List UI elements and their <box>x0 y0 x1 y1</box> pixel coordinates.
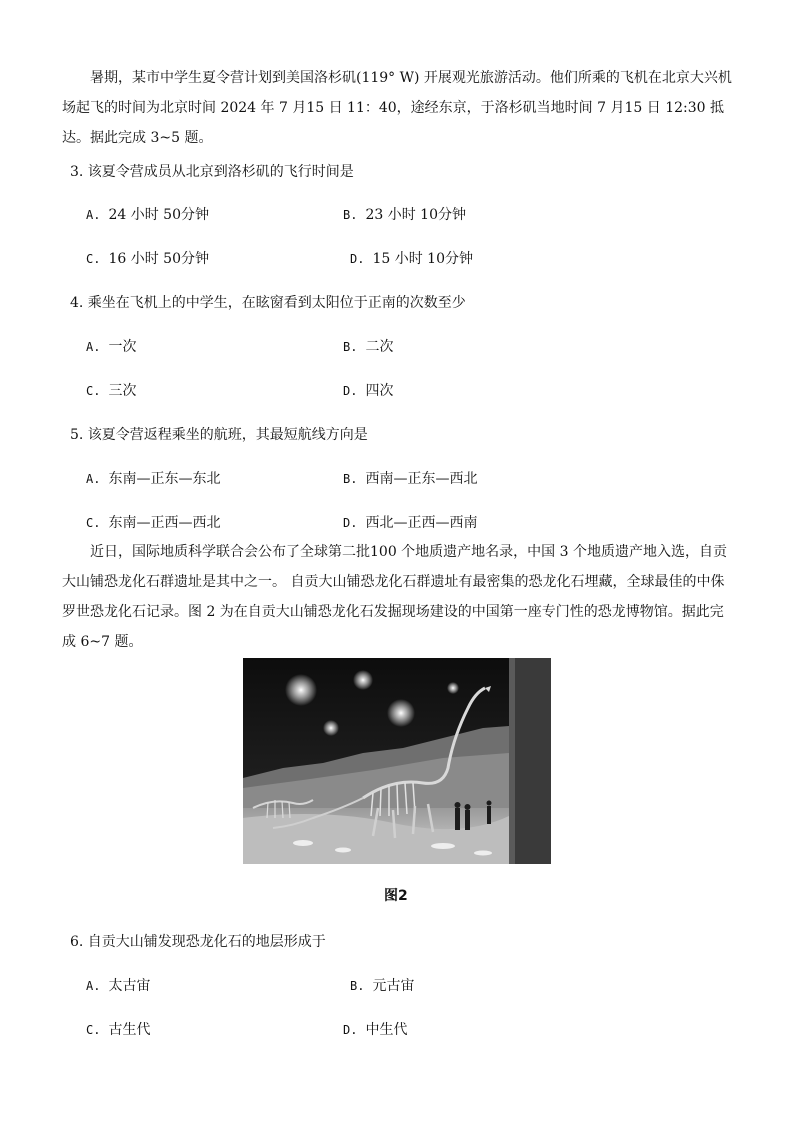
question-6-option-b <box>350 976 414 996</box>
option-letter: C. <box>86 252 101 266</box>
question-4-option-b <box>343 337 393 357</box>
question-5-option-d <box>343 513 477 533</box>
option-text: 太古宙 <box>108 978 151 994</box>
question-5-option-c <box>86 513 220 533</box>
option-letter: C. <box>86 1023 101 1037</box>
option-letter: B. <box>343 340 358 354</box>
option-letter: B. <box>343 208 358 222</box>
question-6-option-d <box>343 1020 407 1040</box>
option-text: 15 小时 10分钟 <box>372 251 473 267</box>
option-text: 16 小时 50分钟 <box>108 251 209 267</box>
option-letter: A. <box>86 340 101 354</box>
option-text: 23 小时 10分钟 <box>365 207 466 223</box>
option-text: 古生代 <box>108 1022 151 1038</box>
option-letter: B. <box>350 979 365 993</box>
option-text: 东南—正西—西北 <box>108 515 221 531</box>
question-5-stem: 5. 该夏令营返程乘坐的航班，其最短航线方向是 <box>70 427 368 443</box>
figure-caption: 图2 <box>384 888 408 904</box>
option-letter: D. <box>343 384 358 398</box>
option-text: 西南—正东—西北 <box>365 471 478 487</box>
option-letter: A. <box>86 472 101 486</box>
question-6-stem: 6. 自贡大山铺发现恐龙化石的地层形成于 <box>70 934 326 950</box>
option-text: 东南—正东—东北 <box>108 471 221 487</box>
passage-intro-1: 暑期，某市中学生夏令营计划到美国洛杉矶(119° W) 开展观光旅游活动。他们所乘的飞机在北京大兴机场起飞的时间为北京时间 2024 年 7 月15 日 11：40，途经东京，于洛杉矶当地时间 7 月15 日 12:30 抵达。据此完成 3~5 题。 <box>62 70 732 146</box>
option-letter: C. <box>86 516 101 530</box>
question-6-option-c <box>86 1020 150 1040</box>
passage-intro-2: 近日，国际地质科学联合会公布了全球第二批100 个地质遗产地名录，中国 3 个地质遗产地入选，自贡大山铺恐龙化石群遗址是其中之一。 自贡大山铺恐龙化石群遗址有最密集的恐龙化石埋藏，全球最佳的中侏罗世恐龙化石记录。图 2 为在自贡大山铺恐龙化石发掘现场建设的中国第一座专门性的恐龙博物馆。据此完成 6~7 题。 <box>62 544 727 650</box>
question-5-option-a <box>86 469 220 489</box>
option-text: 中生代 <box>365 1022 408 1038</box>
question-3-stem: 3. 该夏令营成员从北京到洛杉矶的飞行时间是 <box>70 164 354 180</box>
question-3-option-a <box>86 205 209 225</box>
question-3-option-b <box>343 205 466 225</box>
option-text: 二次 <box>365 339 394 355</box>
question-4-option-d <box>343 381 393 401</box>
option-text: 三次 <box>108 383 137 399</box>
option-letter: A. <box>86 979 101 993</box>
question-4-option-a <box>86 337 136 357</box>
museum-photo-illustration <box>243 658 551 864</box>
option-text: 一次 <box>108 339 137 355</box>
option-letter: D. <box>343 516 358 530</box>
option-letter: B. <box>343 472 358 486</box>
question-5-option-b <box>343 469 477 489</box>
option-text: 元古宙 <box>372 978 415 994</box>
question-4-option-c <box>86 381 136 401</box>
option-letter: A. <box>86 208 101 222</box>
question-4-stem: 4. 乘坐在飞机上的中学生，在眩窗看到太阳位于正南的次数至少 <box>70 295 466 311</box>
option-text: 24 小时 50分钟 <box>108 207 209 223</box>
option-text: 四次 <box>365 383 394 399</box>
question-6-option-a <box>86 976 150 996</box>
option-letter: C. <box>86 384 101 398</box>
option-text: 西北—正西—西南 <box>365 515 478 531</box>
dinosaur-museum-photo <box>243 658 551 864</box>
option-letter: D. <box>350 252 365 266</box>
option-letter: D. <box>343 1023 358 1037</box>
question-3-option-c <box>86 249 209 269</box>
question-3-option-d <box>350 249 473 269</box>
